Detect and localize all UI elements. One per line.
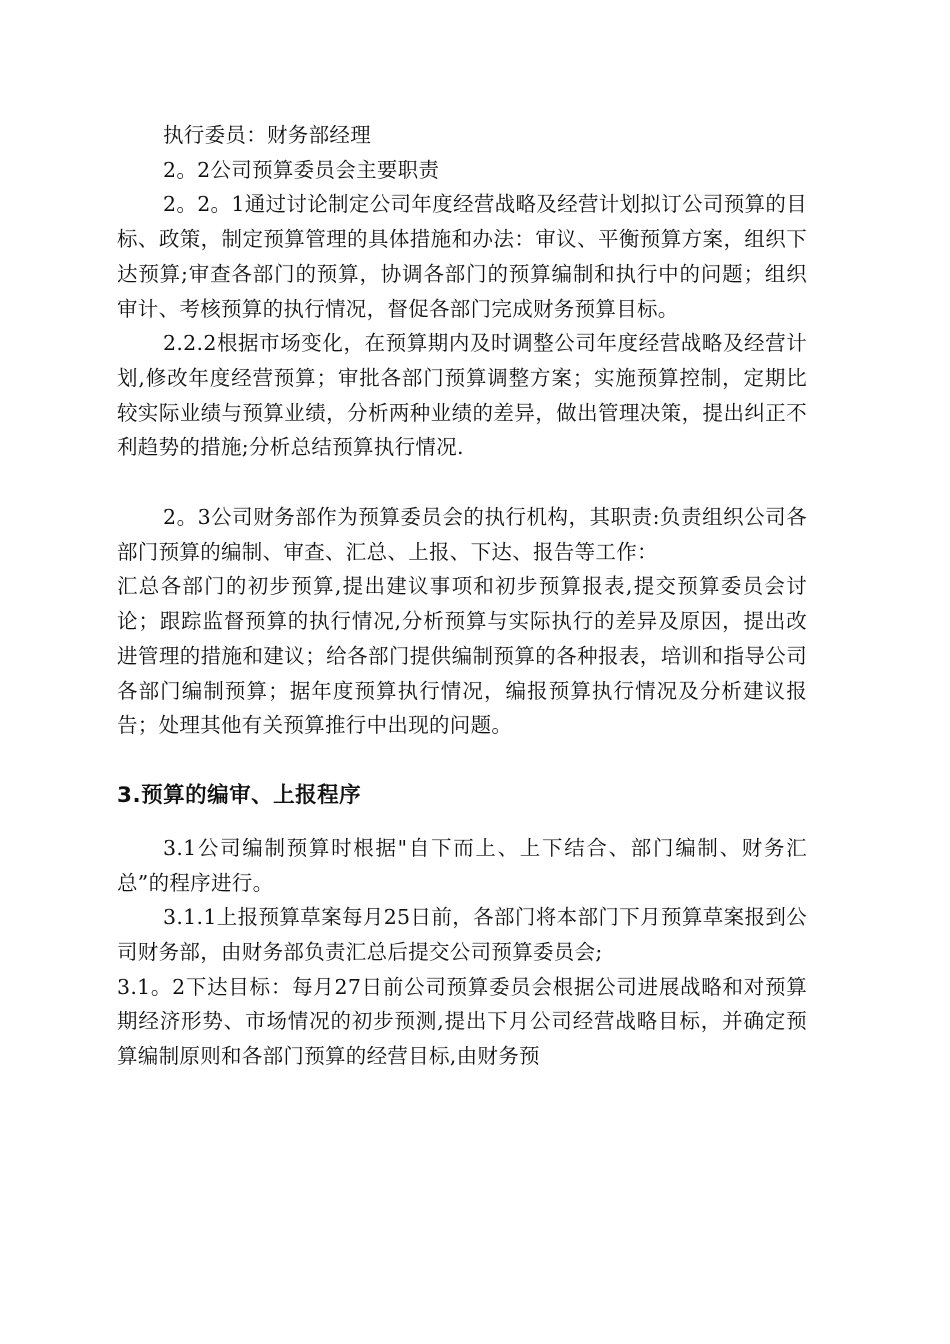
paragraph-finance-duties: 汇总各部门的初步预算,提出建议事项和初步预算报表,提交预算委员会讨论；跟踪监督预算的执行情况,分析预算与实际执行的差异及原因，提出改进管理的措施和建议；给各部门提供编制预算的各种报表，培训和指导公司各部门编制预算；据年度预算执行情况，编报预算执行情况及分析建议报告；处理其他有关预算推行中出现的问题。: [117, 574, 807, 738]
paragraph-section-3-1-1: 3.1.1上报预算草案每月25日前，各部门将本部门下月预算草案报到公司财务部，由财务部负责汇总后提交公司预算委员会;: [117, 905, 807, 965]
paragraph-executive-member: 执行委员：财务部经理: [163, 123, 371, 147]
paragraph-section-3-1: 3.1公司编制预算时根据"自下而上、上下结合、部门编制、财务汇总”的程序进行。: [117, 835, 807, 895]
paragraph-section-3-1-2: 3.1。2下达目标：每月27日前公司预算委员会根据公司进展战略和对预算期经济形势、市场情况的初步预测,提出下月公司经营战略目标，并确定预算编制原则和各部门预算的经营目标,由财务预: [117, 974, 807, 1069]
paragraph-section-2-2-2: 2.2.2根据市场变化，在预算期内及时调整公司年度经营战略及经营计划,修改年度经营预算；审批各部门预算调整方案；实施预算控制，定期比较实际业绩与预算业绩，分析两种业绩的差异，做出管理决策，提出纠正不利趋势的措施;分析总结预算执行情况.: [117, 331, 807, 460]
paragraph-section-2-2-1: 2。2。1通过讨论制定公司年度经营战略及经营计划拟订公司预算的目标、政策，制定预算管理的具体措施和办法：审议、平衡预算方案，组织下达预算;审查各部门的预算，协调各部门的预算编制和执行中的问题；组织审计、考核预算的执行情况，督促各部门完成财务预算目标。: [117, 192, 807, 321]
section-heading-3: 3.预算的编审、上报程序: [117, 782, 362, 808]
paragraph-section-2-3: 2。3公司财务部作为预算委员会的执行机构，其职责:负责组织公司各部门预算的编制、审查、汇总、上报、下达、报告等工作：: [117, 505, 807, 564]
paragraph-section-2-2-title: 2。2公司预算委员会主要职责: [163, 157, 440, 182]
document-page: [117, 118, 807, 1074]
